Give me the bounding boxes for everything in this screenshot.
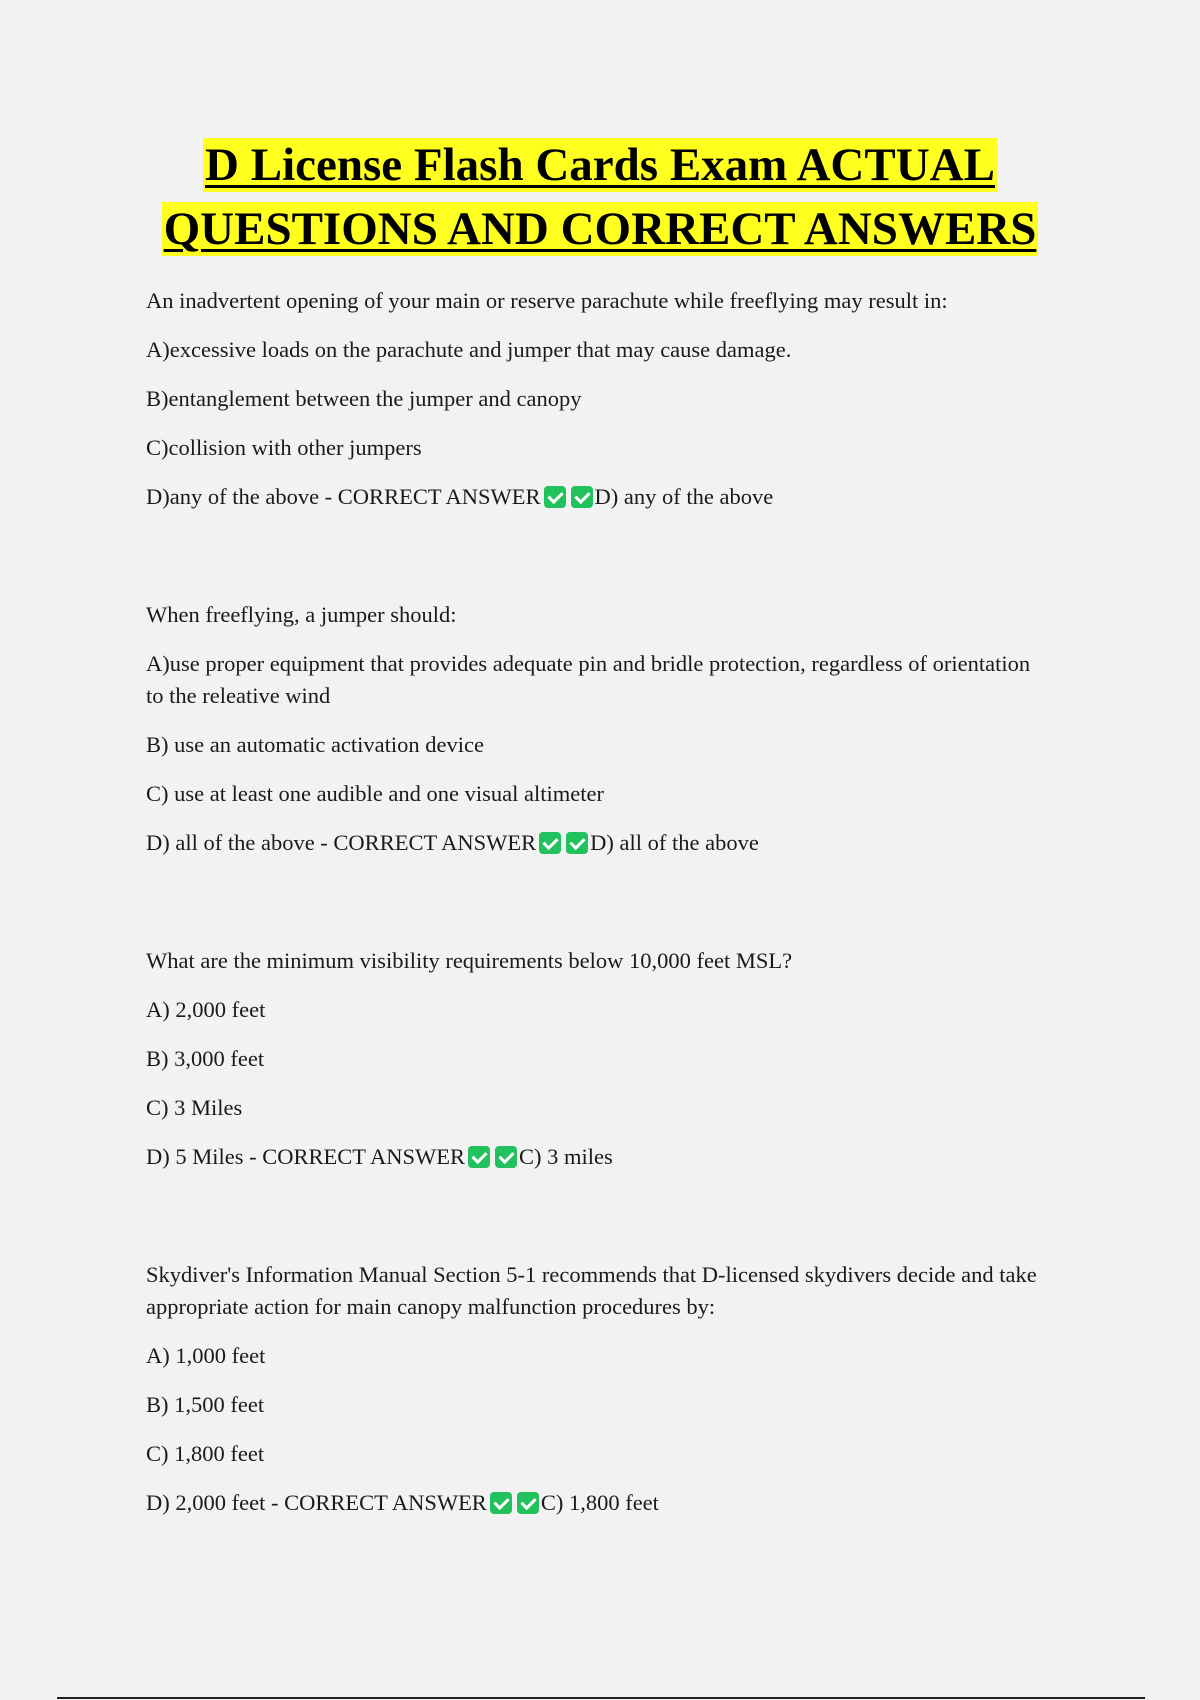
option-a: A)excessive loads on the parachute and jumper that may cause damage. <box>146 337 792 362</box>
question-text: What are the minimum visibility requirements below 10,000 feet MSL? <box>146 948 793 973</box>
option-b: B) 3,000 feet <box>146 1046 265 1071</box>
answer-line <box>146 481 1046 513</box>
option-b: B)entanglement between the jumper and canopy <box>146 386 582 411</box>
check-mark-icon <box>517 1492 539 1514</box>
check-mark-icon <box>495 1146 517 1168</box>
check-mark-icon <box>539 832 561 854</box>
question-block <box>146 599 1046 859</box>
correct-answer: D) all of the above <box>590 830 759 855</box>
option-d: D) 2,000 feet - CORRECT ANSWER <box>146 1490 487 1515</box>
check-mark-icon <box>571 486 593 508</box>
question-text: An inadvertent opening of your main or reserve parachute while freeflying may result in: <box>146 288 948 313</box>
option-d: D) 5 Miles - CORRECT ANSWER <box>146 1144 465 1169</box>
question-block <box>146 285 1046 513</box>
answer-line <box>146 827 1046 859</box>
question-block <box>146 945 1046 1173</box>
title-line-2: QUESTIONS AND CORRECT ANSWERS <box>163 203 1037 255</box>
question-text: Skydiver's Information Manual Section 5-1 recommends that D-licensed skydivers decide and take appropriate action for main canopy malfunction procedures by: <box>146 1262 1037 1319</box>
option-d: D) all of the above - CORRECT ANSWER <box>146 830 537 855</box>
option-b: B) 1,500 feet <box>146 1392 265 1417</box>
option-c: C) 1,800 feet <box>146 1441 265 1466</box>
question-text: When freeflying, a jumper should: <box>146 602 457 627</box>
option-a: A) 2,000 feet <box>146 997 266 1022</box>
option-a: A) 1,000 feet <box>146 1343 266 1368</box>
option-b: B) use an automatic activation device <box>146 732 484 757</box>
check-mark-icon <box>490 1492 512 1514</box>
answer-line <box>146 1487 1046 1519</box>
check-mark-icon <box>468 1146 490 1168</box>
option-c: C)collision with other jumpers <box>146 435 422 460</box>
correct-answer: D) any of the above <box>594 484 774 509</box>
questions-list <box>146 285 1046 1605</box>
option-d: D)any of the above - CORRECT ANSWER <box>146 484 541 509</box>
title-line-1: D License Flash Cards Exam ACTUAL <box>205 139 995 191</box>
correct-answer: C) 3 miles <box>518 1144 613 1169</box>
check-mark-icon <box>544 486 566 508</box>
question-block <box>146 1259 1046 1519</box>
option-a: A)use proper equipment that provides adequate pin and bridle protection, regardless of orientation to the releative wind <box>146 651 1031 708</box>
footer-divider <box>57 1697 1145 1699</box>
document-title <box>0 138 1200 266</box>
answer-line <box>146 1141 1046 1173</box>
option-c: C) use at least one audible and one visual altimeter <box>146 781 604 806</box>
option-c: C) 3 Miles <box>146 1095 243 1120</box>
correct-answer: C) 1,800 feet <box>540 1490 659 1515</box>
check-mark-icon <box>566 832 588 854</box>
